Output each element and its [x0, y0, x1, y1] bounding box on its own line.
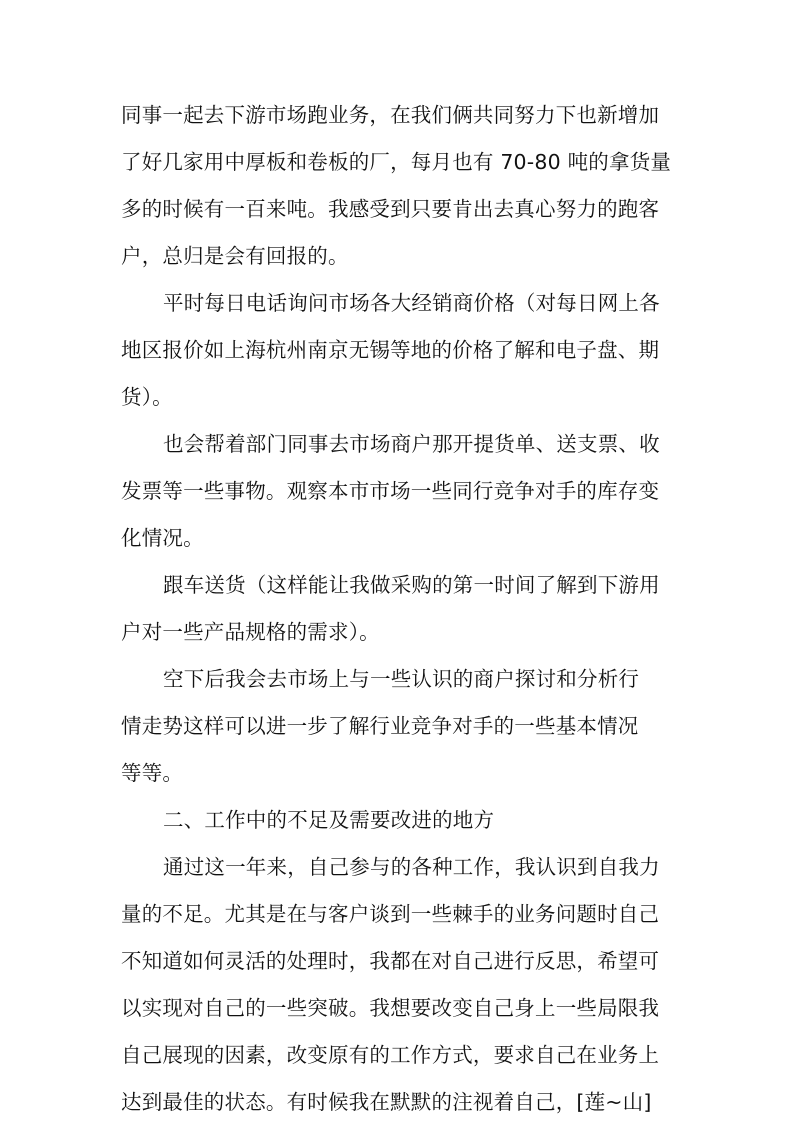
body-text-line: 自己展现的因素，改变原有的工作方式，要求自己在业务上 — [121, 1043, 660, 1067]
body-text-line: 等等。 — [121, 761, 184, 785]
body-text-line: 不知道如何灵活的处理时，我都在对自己进行反思，希望可 — [121, 949, 660, 973]
paragraph-first-line: 平时每日电话询问市场各大经销商价格（对每日网上各 — [163, 291, 660, 315]
body-text-line: 以实现对自己的一些突破。我想要改变自己身上一些局限我 — [121, 996, 660, 1020]
paragraph-first-line: 跟车送货（这样能让我做采购的第一时间了解到下游用 — [163, 573, 660, 597]
section-heading: 二、工作中的不足及需要改进的地方 — [163, 808, 495, 832]
paragraph-first-line: 通过这一年来，自己参与的各种工作，我认识到自我力 — [163, 855, 660, 879]
body-text-line: 化情况。 — [121, 526, 204, 550]
body-text-line: 货）。 — [121, 385, 173, 409]
paragraph-first-line: 也会帮着部门同事去市场商户那开提货单、送支票、收 — [163, 432, 660, 456]
body-text-line: 量的不足。尤其是在与客户谈到一些棘手的业务问题时自己 — [121, 902, 660, 926]
body-text-line: 情走势这样可以进一步了解行业竞争对手的一些基本情况 — [121, 714, 639, 738]
body-text-line: 了好几家用中厚板和卷板的厂，每月也有 70-80 吨的拿货量 — [121, 150, 672, 174]
body-text-line: 地区报价如上海杭州南京无锡等地的价格了解和电子盘、期 — [121, 338, 660, 362]
body-text-line: 达到最佳的状态。有时候我在默默的注视着自己，[莲~山] — [121, 1090, 652, 1114]
body-text-line: 多的时候有一百来吨。我感受到只要肯出去真心努力的跑客 — [121, 197, 660, 221]
paragraph-first-line: 空下后我会去市场上与一些认识的商户探讨和分析行 — [163, 667, 640, 691]
body-text-line: 户对一些产品规格的需求）。 — [121, 620, 380, 644]
body-text-line: 发票等一些事物。观察本市市场一些同行竞争对手的库存变 — [121, 479, 660, 503]
body-text-line: 户，总归是会有回报的。 — [121, 244, 349, 268]
body-text-line: 同事一起去下游市场跑业务，在我们俩共同努力下也新增加 — [121, 103, 660, 127]
